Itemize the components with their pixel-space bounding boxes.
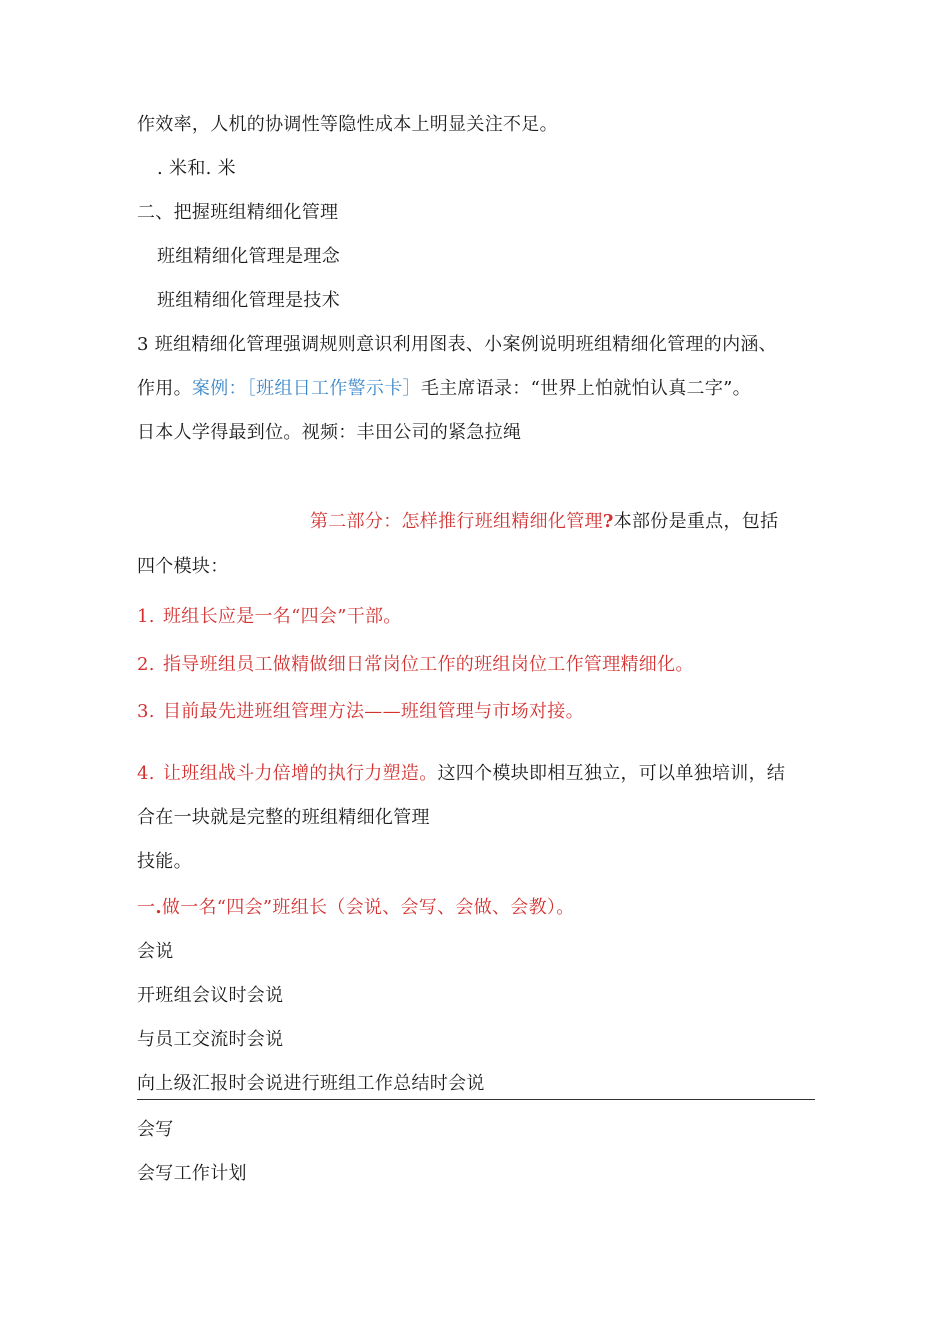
item-text: 目前最先进班组管理方法——班组管理与市场对接。 xyxy=(163,701,584,722)
paragraph-line: 与员工交流时会说 xyxy=(137,1029,284,1050)
section-heading: 二、把握班组精细化管理 xyxy=(137,202,339,223)
item-text: 指导班组员工做精做细日常岗位工作的班组岗位工作管理精细化。 xyxy=(163,654,694,675)
subsection-heading xyxy=(137,896,575,920)
paragraph-line: 日本人学得最到位。视频：丰田公司的紧急拉绳 xyxy=(137,422,522,443)
heading-dot: . xyxy=(155,897,162,918)
part-title: 第二部分：怎样推行班组精细化管理 xyxy=(310,511,603,532)
horizontal-rule xyxy=(137,1099,815,1100)
paragraph-line: 合在一块就是完整的班组精细化管理 xyxy=(137,807,430,828)
text-run: 本部份是重点，包括 xyxy=(613,511,779,532)
heading-text: 做一名“四会”班组长（会说、会写、会做、会教）。 xyxy=(161,897,575,918)
module-item xyxy=(137,653,694,677)
module-item xyxy=(137,762,785,786)
part-title-question: ? xyxy=(602,511,614,532)
item-text: 让班组战斗力倍增的执行力塑造。 xyxy=(163,763,438,784)
part-heading xyxy=(310,510,778,534)
item-number: 2. xyxy=(137,654,155,675)
paragraph-line: 班组精细化管理是理念 xyxy=(157,246,340,267)
paragraph-line: 班组精细化管理是技术 xyxy=(157,290,340,311)
item-text: 班组长应是一名“四会”干部。 xyxy=(163,606,402,627)
paragraph-line: 向上级汇报时会说进行班组工作总结时会说 xyxy=(137,1073,485,1094)
paragraph-line: 作效率，人机的协调性等隐性成本上明显关注不足。 xyxy=(137,114,558,135)
paragraph-line: 技能。 xyxy=(137,851,192,872)
paragraph-line: 开班组会议时会说 xyxy=(137,985,284,1006)
paragraph-line: 3 班组精细化管理强调规则意识利用图表、小案例说明班组精细化管理的内涵、 xyxy=(137,334,777,355)
item-number: 4. xyxy=(137,763,155,784)
text-run: 毛主席语录：“世界上怕就怕认真二字”。 xyxy=(420,378,751,399)
paragraph-line: 会写 xyxy=(137,1119,174,1140)
paragraph-line xyxy=(137,377,751,401)
module-item xyxy=(137,700,584,724)
text-run: 作用。 xyxy=(137,378,192,399)
item-number: 1. xyxy=(137,606,155,627)
heading-number: 一 xyxy=(137,897,156,918)
case-label: 案例：［班组日工作警示卡］ xyxy=(191,378,421,399)
paragraph-line: 会写工作计划 xyxy=(137,1163,247,1184)
text-run: 这四个模块即相互独立，可以单独培训，结 xyxy=(437,763,786,784)
paragraph-line: 会说 xyxy=(137,941,174,962)
item-number: 3. xyxy=(137,701,155,722)
module-item xyxy=(137,605,402,629)
paragraph-line: 四个模块： xyxy=(137,556,229,577)
paragraph-line: . 米和. 米 xyxy=(157,158,236,179)
